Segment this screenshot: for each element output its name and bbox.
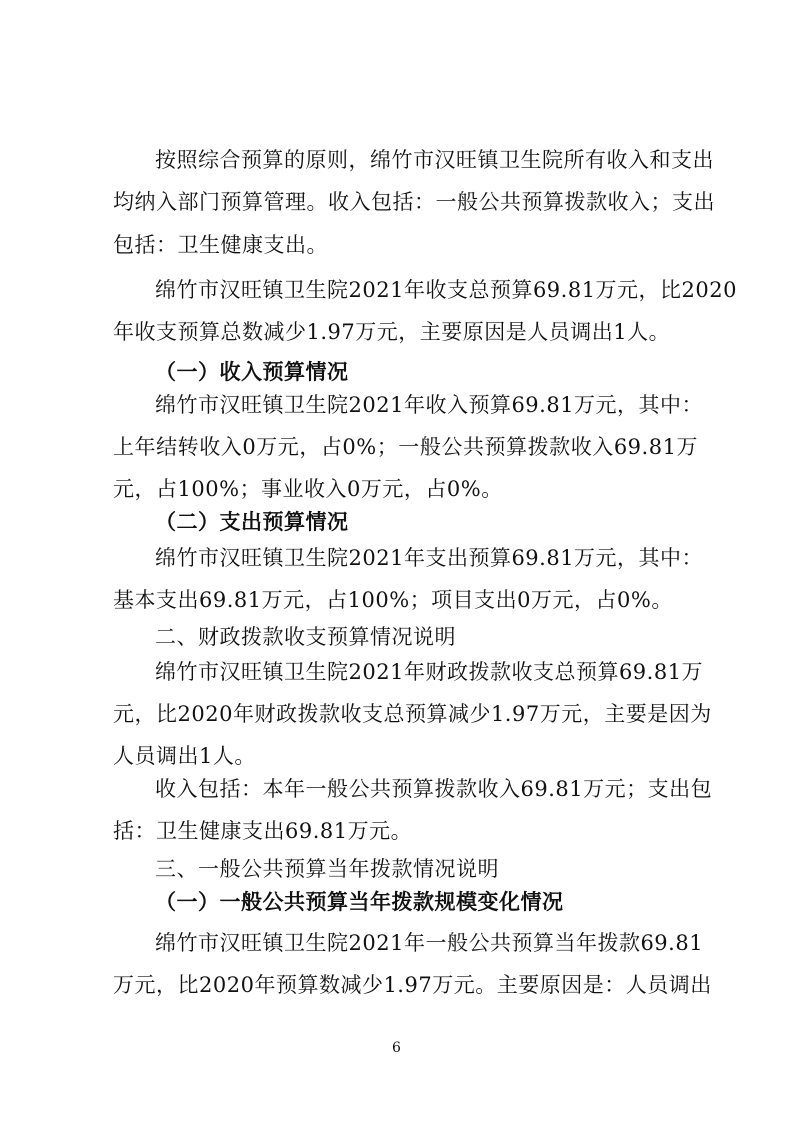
paragraph-5-line-3: 人员调出1人。 — [113, 744, 256, 768]
paragraph-7-line-2: 万元，比2020年预算数减少1.97万元。主要原因是：人员调出 — [113, 973, 712, 997]
paragraph-1-line-2: 均纳入部门预算管理。收入包括：一般公共预算拨款收入；支出 — [113, 190, 715, 214]
paragraph-1-line-3: 包括：卫生健康支出。 — [113, 233, 328, 257]
paragraph-1-line-1: 按照综合预算的原则，绵竹市汉旺镇卫生院所有收入和支出 — [155, 148, 714, 172]
section-fiscal-appropriation: 二、财政拨款收支预算情况说明 — [155, 625, 456, 649]
paragraph-7-line-1: 绵竹市汉旺镇卫生院2021年一般公共预算当年拨款69.81 — [155, 931, 704, 955]
paragraph-3-line-1: 绵竹市汉旺镇卫生院2021年收入预算69.81万元，其中： — [155, 393, 704, 417]
paragraph-6-line-1: 收入包括：本年一般公共预算拨款收入69.81万元；支出包 — [155, 777, 713, 801]
paragraph-2-line-1: 绵竹市汉旺镇卫生院2021年收支总预算69.81万元，比2020 — [155, 278, 738, 302]
heading-appropriation-scale-change: （一）一般公共预算当年拨款规模变化情况 — [155, 890, 564, 914]
paragraph-3-line-3: 元，占100%；事业收入0万元，占0%。 — [113, 477, 503, 501]
heading-expenditure-budget: （二）支出预算情况 — [155, 510, 349, 534]
paragraph-4-line-1: 绵竹市汉旺镇卫生院2021年支出预算69.81万元，其中： — [155, 546, 704, 570]
paragraph-4-line-2: 基本支出69.81万元，占100%；项目支出0万元，占0%。 — [113, 588, 673, 612]
paragraph-5-line-2: 元，比2020年财政拨款收支总预算减少1.97万元，主要是因为 — [113, 702, 712, 726]
page-number: 6 — [392, 1040, 401, 1056]
paragraph-3-line-2: 上年结转收入0万元，占0%；一般公共预算拨款收入69.81万 — [113, 435, 698, 459]
paragraph-2-line-2: 年收支预算总数减少1.97万元，主要原因是人员调出1人。 — [113, 320, 671, 344]
heading-income-budget: （一）收入预算情况 — [155, 360, 349, 384]
section-general-public-budget: 三、一般公共预算当年拨款情况说明 — [155, 857, 499, 881]
paragraph-6-line-2: 括：卫生健康支出69.81万元。 — [113, 819, 413, 843]
paragraph-5-line-1: 绵竹市汉旺镇卫生院2021年财政拨款收支总预算69.81万 — [155, 660, 704, 684]
